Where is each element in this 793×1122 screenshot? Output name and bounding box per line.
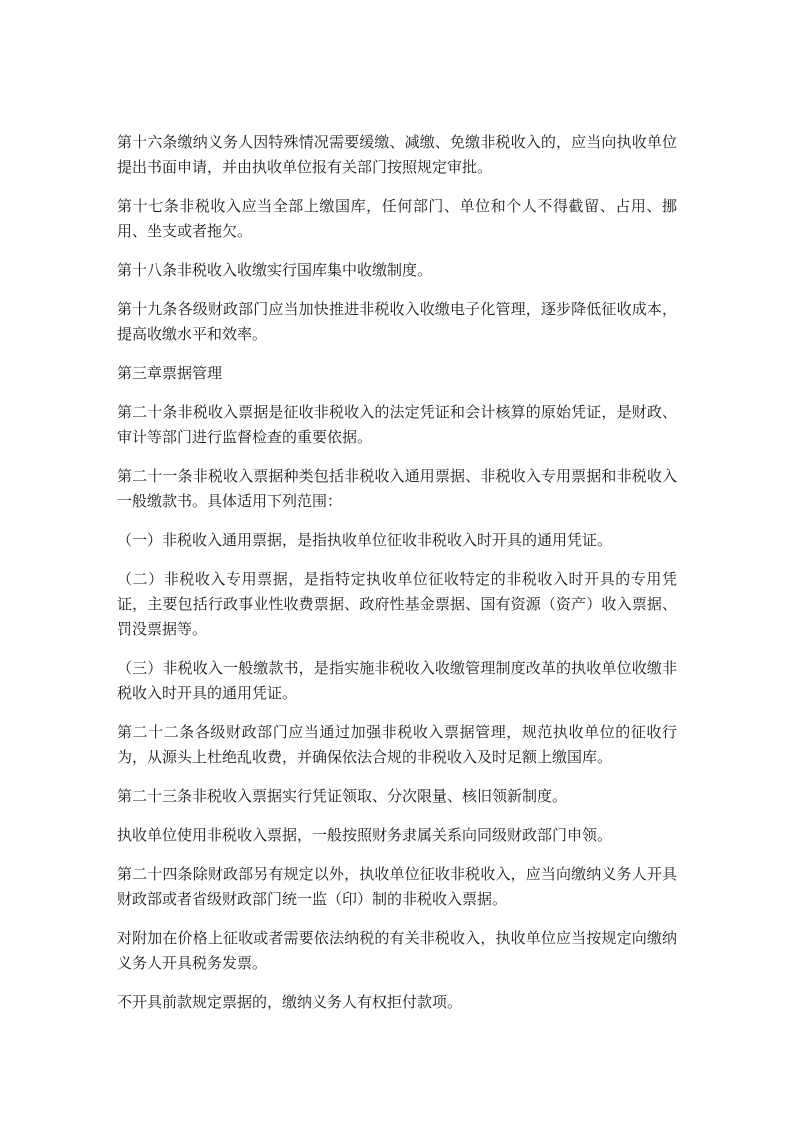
paragraph-article-23: 第二十三条非税收入票据实行凭证领取、分次限量、核旧领新制度。 <box>117 787 568 805</box>
paragraph-article-24: 第二十四条除财政部另有规定以外，执收单位征收非税收入，应当向缴纳义务人开具财政部或者省级财政部门统一监（印）制的非税收入票据。 <box>117 865 677 908</box>
paragraph-article-24-supplement: 对附加在价格上征收或者需要依法纳税的有关非税收入，执收单位应当按规定向缴纳义务人开具税务发票。 <box>117 929 677 972</box>
paragraph-article-24-final: 不开具前款规定票据的，缴纳义务人有权拒付款项。 <box>117 993 463 1011</box>
paragraph-article-18: 第十八条非税收入收缴实行国库集中收缴制度。 <box>117 261 433 279</box>
paragraph-article-20: 第二十条非税收入票据是征收非税收入的法定凭证和会计核算的原始凭证，是财政、审计等部门进行监督检查的重要依据。 <box>117 403 677 446</box>
paragraph-article-19: 第十九条各级财政部门应当加快推进非税收入收缴电子化管理，逐步降低征收成本，提高收缴水平和效率。 <box>117 300 677 343</box>
document-body <box>117 130 677 1029</box>
paragraph-item-1: （一）非税收入通用票据，是指执收单位征收非税收入时开具的通用凭证。 <box>117 531 613 549</box>
paragraph-item-3: （三）非税收入一般缴款书，是指实施非税收入收缴管理制度改革的执收单位收缴非税收入时开具的通用凭证。 <box>117 659 677 702</box>
paragraph-article-21: 第二十一条非税收入票据种类包括非税收入通用票据、非税收入专用票据和非税收入一般缴款书。具体适用下列范围： <box>117 467 677 510</box>
paragraph-article-22: 第二十二条各级财政部门应当通过加强非税收入票据管理，规范执收单位的征收行为，从源头上杜绝乱收费，并确保依法合规的非税收入及时足额上缴国库。 <box>117 723 677 766</box>
chapter-heading: 第三章票据管理 <box>117 364 223 382</box>
paragraph-article-23-supplement: 执收单位使用非税收入票据，一般按照财务隶属关系向同级财政部门申领。 <box>117 826 613 844</box>
paragraph-article-16: 第十六条缴纳义务人因特殊情况需要缓缴、减缴、免缴非税收入的，应当向执收单位提出书面申请，并由执收单位报有关部门按照规定审批。 <box>117 133 677 176</box>
paragraph-article-17: 第十七条非税收入应当全部上缴国库，任何部门、单位和个人不得截留、占用、挪用、坐支或者拖欠。 <box>117 197 677 240</box>
paragraph-item-2: （二）非税收入专用票据，是指特定执收单位征收特定的非税收入时开具的专用凭证，主要包括行政事业性收费票据、政府性基金票据、国有资源（资产）收入票据、罚没票据等。 <box>117 570 677 638</box>
